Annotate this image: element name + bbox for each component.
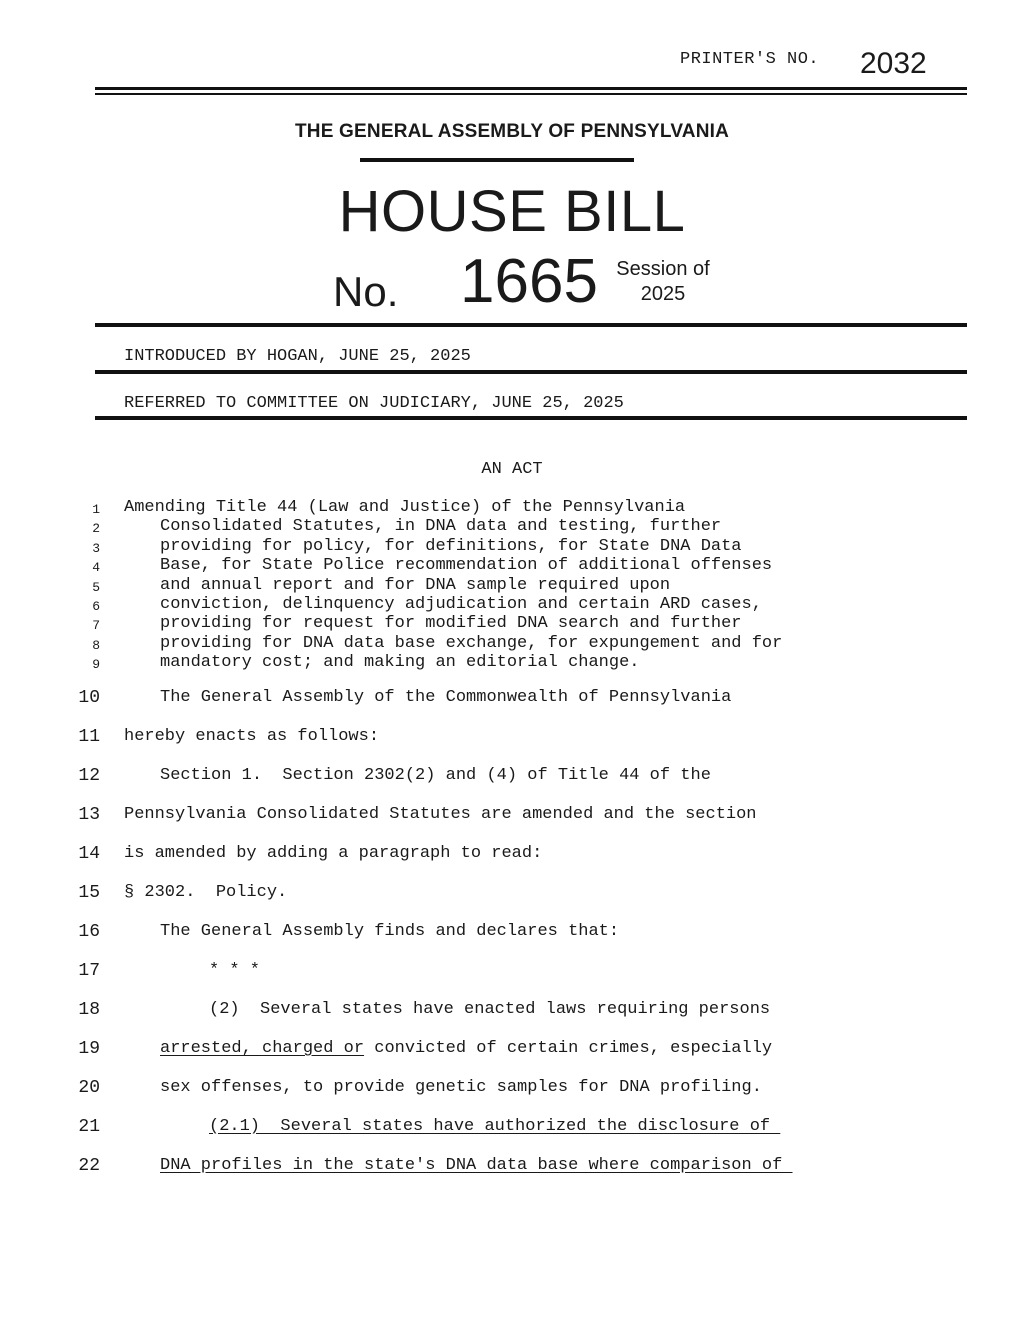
line-number: 9 [92, 657, 100, 673]
inserted-text: DNA profiles in the state's DNA data base where comparison of [160, 1156, 793, 1175]
bill-line-22 [0, 1156, 1024, 1176]
line-number: 2 [92, 521, 100, 537]
line-text: Pennsylvania Consolidated Statutes are amended and the section [124, 805, 757, 824]
title-line-numbers [70, 500, 100, 675]
session-year: 2025 [640, 283, 686, 305]
session-info [608, 257, 718, 307]
general-assembly-heading: THE GENERAL ASSEMBLY OF PENNSYLVANIA [294, 121, 730, 142]
referred-line: REFERRED TO COMMITTEE ON JUDICIARY, JUNE 25, 2025 [124, 394, 624, 413]
bill-line-17 [0, 961, 1024, 981]
title-line: Base, for State Police recommendation of additional offenses [160, 556, 773, 576]
line-number: 7 [92, 618, 100, 634]
bill-line-13 [0, 805, 1024, 825]
history-rule-top [95, 323, 967, 327]
title-line: providing for request for modified DNA search and further [160, 614, 742, 634]
printers-number-label: PRINTER'S NO. [680, 50, 820, 69]
assembly-divider [360, 158, 634, 162]
title-line: providing for policy, for definitions, for State DNA Data [160, 536, 742, 556]
section-heading: § 2302. Policy. [124, 883, 288, 902]
line-number: 4 [92, 560, 100, 576]
bill-line-14 [0, 844, 1024, 864]
line-number: 14 [78, 844, 100, 864]
line-text: Section 1. Section 2302(2) and (4) of Title 44 of the [160, 766, 711, 785]
act-title [124, 498, 782, 673]
line-text-rest: convicted of certain crimes, especially [364, 1039, 773, 1058]
line-text: (2) Several states have enacted laws requiring persons [209, 1000, 771, 1019]
line-number: 17 [78, 961, 100, 981]
title-line: conviction, delinquency adjudication and certain ARD cases, [160, 594, 762, 614]
line-number: 8 [92, 637, 100, 653]
bill-line-12 [0, 766, 1024, 786]
line-number: 16 [78, 922, 100, 942]
title-line: Amending Title 44 (Law and Justice) of the Pennsylvania [124, 498, 686, 517]
bill-line-16 [0, 922, 1024, 942]
introduced-line: INTRODUCED BY HOGAN, JUNE 25, 2025 [124, 347, 471, 366]
title-line: mandatory cost; and making an editorial change. [160, 653, 640, 673]
history-rule-middle [95, 370, 967, 374]
line-number: 10 [78, 688, 100, 708]
line-text: is amended by adding a paragraph to read: [124, 844, 543, 863]
line-number: 20 [78, 1078, 100, 1098]
bill-line-11 [0, 727, 1024, 747]
title-line: Consolidated Statutes, in DNA data and testing, further [160, 517, 722, 537]
printers-number: 2032 [860, 47, 927, 80]
inserted-text: arrested, charged or [160, 1039, 365, 1058]
line-text: hereby enacts as follows: [124, 727, 380, 746]
line-text [160, 1039, 772, 1058]
bill-line-21 [0, 1117, 1024, 1137]
bill-line-20 [0, 1078, 1024, 1098]
line-number: 6 [92, 599, 100, 615]
line-text: The General Assembly of the Commonwealth of Pennsylvania [160, 688, 732, 707]
history-rule-bottom [95, 416, 967, 420]
bill-type-title: HOUSE BILL [338, 179, 686, 244]
line-number: 3 [92, 540, 100, 556]
act-heading: AN ACT [481, 460, 543, 479]
line-number: 21 [78, 1117, 100, 1137]
line-number: 13 [78, 805, 100, 825]
bill-line-19 [0, 1039, 1024, 1059]
line-number: 18 [78, 1000, 100, 1020]
inserted-text: (2.1) Several states have authorized the disclosure of [209, 1117, 781, 1136]
line-number: 22 [78, 1156, 100, 1176]
title-line: providing for DNA data base exchange, for expungement and for [160, 633, 783, 653]
line-text: The General Assembly finds and declares that: [160, 922, 620, 941]
line-number: 5 [92, 579, 100, 595]
bill-line-10 [0, 688, 1024, 708]
session-label: Session of [616, 258, 710, 280]
line-number: 1 [92, 502, 100, 517]
line-number: 19 [78, 1039, 100, 1059]
title-line: and annual report and for DNA sample required upon [160, 575, 671, 595]
bill-line-18 [0, 1000, 1024, 1020]
bill-line-15 [0, 883, 1024, 903]
header-rule-top [95, 87, 967, 90]
line-number: 15 [78, 883, 100, 903]
line-number: 12 [78, 766, 100, 786]
bill-number-label: No. [333, 268, 399, 315]
line-text: sex offenses, to provide genetic samples for DNA profiling. [160, 1078, 762, 1097]
omission-marker: * * * [209, 961, 261, 980]
header-rule-bottom [95, 93, 967, 95]
bill-number: 1665 [460, 247, 598, 316]
line-number: 11 [78, 727, 100, 747]
